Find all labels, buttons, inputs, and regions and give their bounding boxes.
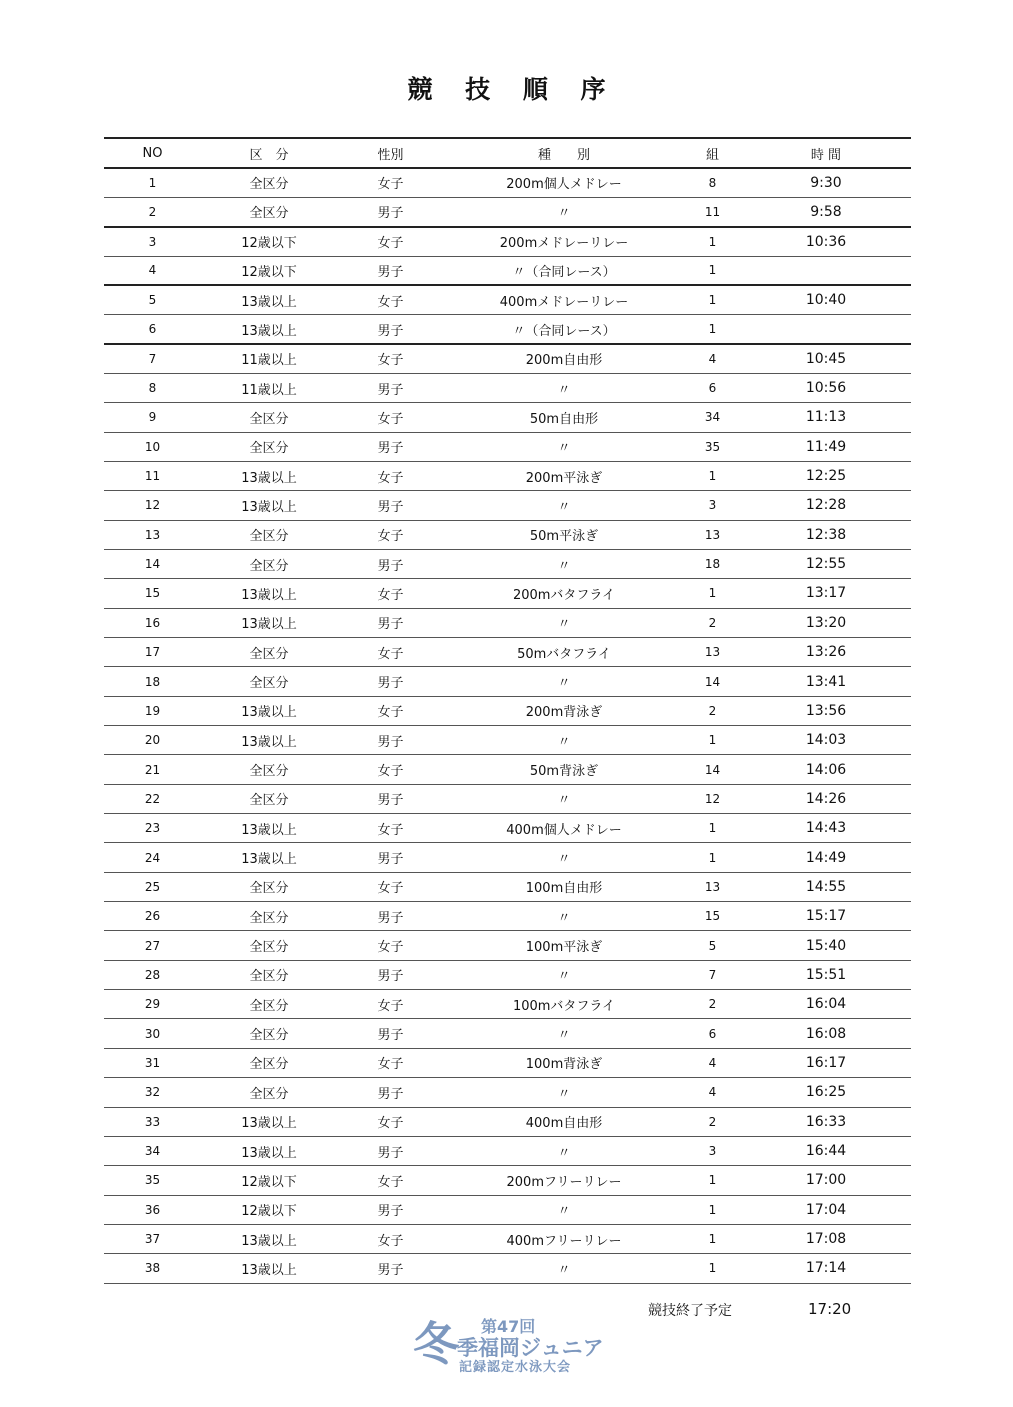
cell-division: 12歳以下 [241,1204,297,1220]
cell-sex: 女子 [377,705,404,721]
cell-groups: 13 [704,527,721,542]
cell-sex: 女子 [377,411,404,427]
cell-groups: 8 [708,175,717,190]
table-row [104,432,911,461]
cell-groups: 6 [708,1026,717,1041]
cell-division: 12歳以下 [241,236,297,252]
cell-time: 14:43 [805,820,847,837]
cell-sex: 男子 [377,499,404,515]
cell-sex: 女子 [377,353,404,369]
cell-division: 13歳以上 [241,470,297,486]
cell-groups: 1 [708,1232,717,1247]
cell-no: 19 [144,703,161,718]
cell-groups: 2 [708,1114,717,1129]
cell-time: 16:04 [805,996,847,1013]
cell-groups: 18 [704,557,721,572]
cell-time: 10:36 [805,233,847,250]
table-row [104,285,911,314]
cell-sex: 男子 [377,206,404,222]
cell-sex: 女子 [377,646,404,662]
table-row [104,168,911,197]
cell-no: 9 [148,410,157,425]
cell-sex: 男子 [377,558,404,574]
cell-groups: 1 [708,733,717,748]
cell-division: 全区分 [249,881,289,897]
table-row [104,608,911,637]
table-row [104,990,911,1019]
cell-no: 28 [144,967,161,982]
cell-no: 10 [144,439,161,454]
cell-event: 〃 [557,852,571,868]
cell-sex: 男子 [377,793,404,809]
table-row [104,491,911,520]
cell-event: 〃 [557,734,571,750]
cell-no: 1 [148,175,157,190]
cell-sex: 女子 [377,529,404,545]
end-time-label: 競技終了予定 [648,1303,732,1319]
table-header-row [104,138,911,168]
cell-event: 〃 [557,1145,571,1161]
cell-sex: 女子 [377,998,404,1014]
table-row [104,403,911,432]
cell-time: 12:38 [805,526,847,543]
cell-no: 8 [148,381,157,396]
cell-groups: 34 [704,410,721,425]
table-row [104,1019,911,1048]
cell-time: 16:25 [805,1084,847,1101]
cell-event: 50mバタフライ [517,646,611,662]
end-time-value: 17:20 [808,1300,852,1318]
cell-division: 全区分 [249,529,289,545]
cell-division: 13歳以上 [241,852,297,868]
table-row [104,1254,911,1283]
cell-no: 15 [144,586,161,601]
cell-time: 10:56 [805,380,847,397]
cell-division: 13歳以上 [241,822,297,838]
cell-event: 400m自由形 [525,1116,603,1132]
cell-sex: 男子 [377,264,404,280]
cell-groups: 1 [708,234,717,249]
table-row [104,1166,911,1195]
cell-division: 全区分 [249,764,289,780]
cell-division: 全区分 [249,969,289,985]
cell-event: 〃 [557,206,571,222]
cell-event: 〃 [557,558,571,574]
cell-division: 13歳以上 [241,323,297,339]
cell-division: 11歳以上 [241,353,297,369]
cell-event: 〃 [557,676,571,692]
cell-no: 12 [144,498,161,513]
cell-division: 全区分 [249,646,289,662]
cell-event: 200m自由形 [525,353,603,369]
cell-event: 400mメドレーリレー [499,294,629,310]
cell-sex: 男子 [377,441,404,457]
cell-sex: 男子 [377,1028,404,1044]
cell-no: 20 [144,733,161,748]
header-sex: 性別 [377,147,404,163]
cell-time: 13:26 [805,644,847,661]
cell-sex: 女子 [377,1116,404,1132]
cell-event: 100mバタフライ [512,998,616,1014]
cell-time: 14:55 [805,878,847,895]
table-row [104,784,911,813]
cell-no: 14 [144,557,161,572]
cell-no: 17 [144,645,161,660]
table-row [104,520,911,549]
tournament-logo [413,1317,613,1383]
header-time: 時 間 [810,147,842,163]
cell-sex: 男子 [377,1262,404,1278]
cell-sex: 女子 [377,470,404,486]
logo-edition: 第47回 [481,1317,536,1336]
cell-groups: 4 [708,351,717,366]
cell-groups: 1 [708,821,717,836]
cell-event: 〃 [557,617,571,633]
cell-division: 全区分 [249,1086,289,1102]
cell-sex: 女子 [377,1233,404,1249]
cell-time: 10:40 [805,292,847,309]
cell-groups: 2 [708,703,717,718]
cell-no: 34 [144,1144,161,1159]
cell-division: 全区分 [249,441,289,457]
cell-event: 50m自由形 [529,411,599,427]
cell-division: 全区分 [249,558,289,574]
cell-time: 11:49 [805,438,847,455]
cell-time: 16:08 [805,1025,847,1042]
cell-groups: 13 [704,879,721,894]
cell-no: 37 [144,1232,161,1247]
cell-groups: 14 [704,674,721,689]
table-row [104,1078,911,1107]
cell-sex: 男子 [377,1145,404,1161]
page-title: 競 技 順 序 [407,75,618,104]
cell-no: 35 [144,1173,161,1188]
cell-division: 全区分 [249,1057,289,1073]
logo-event-name: 季福岡ジュニア [457,1336,604,1360]
cell-time: 11:13 [805,409,847,426]
header-groups: 組 [705,147,719,163]
cell-no: 18 [144,674,161,689]
cell-time [741,256,911,285]
cell-no: 26 [144,909,161,924]
cell-division: 13歳以上 [241,734,297,750]
cell-event: 〃 [557,441,571,457]
table-body [104,168,911,1283]
cell-division: 13歳以上 [241,617,297,633]
cell-sex: 男子 [377,323,404,339]
cell-division: 12歳以下 [241,264,297,280]
table-row [104,814,911,843]
cell-groups: 15 [704,909,721,924]
cell-event: 400mフリーリレー [506,1233,622,1249]
table-row [104,373,911,402]
cell-time: 15:17 [805,908,847,925]
cell-groups: 1 [708,850,717,865]
cell-event: 〃（合同レース） [512,264,616,280]
table-row [104,1195,911,1224]
cell-groups: 1 [708,1261,717,1276]
cell-time: 13:41 [805,673,847,690]
table-row [104,667,911,696]
cell-sex: 女子 [377,881,404,897]
cell-division: 11歳以上 [241,382,297,398]
cell-groups: 35 [704,439,721,454]
cell-time: 12:28 [805,497,847,514]
cell-no: 7 [148,351,157,366]
cell-event: 〃 [557,1086,571,1102]
cell-no: 11 [144,469,161,484]
cell-groups: 4 [708,1085,717,1100]
header-no: NO [142,145,163,161]
cell-event: 200mメドレーリレー [499,236,629,252]
cell-time: 10:45 [805,350,847,367]
table-row [104,1136,911,1165]
cell-time: 14:49 [805,849,847,866]
cell-event: 400m個人メドレー [506,822,622,838]
cell-sex: 女子 [377,236,404,252]
cell-no: 3 [148,234,157,249]
table-row [104,579,911,608]
cell-time: 14:26 [805,790,847,807]
header-event: 種 別 [537,147,590,163]
cell-event: 200m平泳ぎ [525,470,603,486]
cell-groups: 6 [708,381,717,396]
cell-time: 17:14 [805,1260,847,1277]
cell-groups: 12 [704,791,721,806]
cell-no: 4 [148,263,157,278]
cell-groups: 1 [708,322,717,337]
cell-no: 13 [144,527,161,542]
cell-groups: 4 [708,1055,717,1070]
cell-division: 全区分 [249,940,289,956]
cell-sex: 男子 [377,1204,404,1220]
cell-no: 21 [144,762,161,777]
cell-groups: 5 [708,938,717,953]
cell-time: 17:04 [805,1201,847,1218]
cell-division: 全区分 [249,793,289,809]
cell-sex: 女子 [377,294,404,310]
cell-division: 13歳以上 [241,1262,297,1278]
table-row [104,931,911,960]
table-row [104,461,911,490]
table-row [104,960,911,989]
cell-event: 100m自由形 [525,881,603,897]
cell-division: 全区分 [249,910,289,926]
cell-time: 17:00 [805,1172,847,1189]
cell-time [741,315,911,344]
cell-division: 全区分 [249,1028,289,1044]
cell-sex: 男子 [377,734,404,750]
cell-groups: 1 [708,293,717,308]
cell-time: 12:25 [805,468,847,485]
cell-sex: 女子 [377,1057,404,1073]
cell-no: 24 [144,850,161,865]
cell-event: 〃 [557,1262,571,1278]
cell-event: 〃 [557,793,571,809]
cell-division: 13歳以上 [241,294,297,310]
cell-time: 14:06 [805,761,847,778]
cell-time: 16:33 [805,1113,847,1130]
cell-groups: 13 [704,645,721,660]
cell-time: 15:51 [805,966,847,983]
table-row [104,755,911,784]
logo-big-char: 冬 [413,1317,459,1371]
cell-sex: 女子 [377,587,404,603]
cell-event: 〃 [557,1028,571,1044]
table-row [104,1107,911,1136]
table-row [104,1048,911,1077]
table-row [104,315,911,344]
cell-event: 50m背泳ぎ [529,764,599,780]
cell-event: 100m背泳ぎ [525,1057,603,1073]
cell-event: 50m平泳ぎ [529,529,599,545]
cell-no: 38 [144,1261,161,1276]
cell-time: 13:20 [805,614,847,631]
cell-event: 〃 [557,969,571,985]
cell-event: 100m平泳ぎ [525,940,603,956]
cell-time: 9:58 [810,203,842,220]
cell-sex: 女子 [377,177,404,193]
cell-sex: 男子 [377,1086,404,1102]
table-row [104,902,911,931]
cell-no: 36 [144,1202,161,1217]
cell-time: 13:17 [805,585,847,602]
cell-groups: 1 [708,586,717,601]
cell-event: 〃 [557,499,571,515]
cell-time: 15:40 [805,937,847,954]
cell-division: 全区分 [249,206,289,222]
cell-division: 全区分 [249,411,289,427]
cell-sex: 男子 [377,676,404,692]
table-row [104,726,911,755]
cell-no: 22 [144,791,161,806]
cell-no: 27 [144,938,161,953]
cell-event: 〃 [557,1204,571,1220]
cell-time: 14:03 [805,732,847,749]
table-row [104,638,911,667]
cell-sex: 女子 [377,1174,404,1190]
cell-time: 9:30 [810,174,842,191]
cell-groups: 1 [708,263,717,278]
cell-sex: 男子 [377,617,404,633]
cell-no: 23 [144,821,161,836]
cell-time: 16:17 [805,1054,847,1071]
cell-time: 13:56 [805,702,847,719]
cell-groups: 3 [708,1144,717,1159]
table-row [104,843,911,872]
cell-sex: 男子 [377,910,404,926]
cell-no: 31 [144,1055,161,1070]
cell-sex: 女子 [377,940,404,956]
cell-no: 30 [144,1026,161,1041]
table-row [104,227,911,256]
cell-time: 16:44 [805,1143,847,1160]
cell-sex: 男子 [377,382,404,398]
cell-time: 17:08 [805,1231,847,1248]
table-row [104,344,911,373]
cell-sex: 男子 [377,852,404,868]
cell-no: 29 [144,997,161,1012]
cell-event: 200mフリーリレー [506,1174,622,1190]
cell-no: 32 [144,1085,161,1100]
cell-time: 12:55 [805,556,847,573]
cell-event: 200m背泳ぎ [525,705,603,721]
cell-event: 〃 [557,910,571,926]
cell-division: 13歳以上 [241,1116,297,1132]
cell-sex: 女子 [377,764,404,780]
cell-groups: 14 [704,762,721,777]
cell-event: 〃（合同レース） [512,323,616,339]
cell-division: 13歳以上 [241,705,297,721]
table-row [104,549,911,578]
cell-no: 6 [148,322,157,337]
logo-event-subtitle: 記録認定水泳大会 [459,1360,572,1375]
cell-groups: 2 [708,615,717,630]
cell-division: 全区分 [249,676,289,692]
cell-groups: 1 [708,1173,717,1188]
cell-division: 全区分 [249,177,289,193]
cell-groups: 7 [708,967,717,982]
cell-event: 〃 [557,382,571,398]
table-row [104,1224,911,1253]
cell-no: 5 [148,293,157,308]
cell-no: 2 [148,204,157,219]
cell-division: 13歳以上 [241,1233,297,1249]
table-row [104,872,911,901]
cell-groups: 1 [708,1202,717,1217]
cell-division: 13歳以上 [241,587,297,603]
cell-groups: 11 [704,204,721,219]
header-division: 区 分 [249,147,289,163]
cell-groups: 3 [708,498,717,513]
cell-division: 13歳以上 [241,499,297,515]
cell-event: 200mバタフライ [512,587,616,603]
cell-sex: 女子 [377,822,404,838]
cell-division: 12歳以下 [241,1174,297,1190]
cell-event: 200m個人メドレー [506,177,622,193]
cell-no: 25 [144,879,161,894]
table-row [104,696,911,725]
cell-no: 33 [144,1114,161,1129]
table-row [104,197,911,226]
cell-sex: 男子 [377,969,404,985]
cell-division: 全区分 [249,998,289,1014]
table-row [104,256,911,285]
cell-no: 16 [144,615,161,630]
cell-groups: 2 [708,997,717,1012]
competition-order-table [104,137,911,1284]
cell-division: 13歳以上 [241,1145,297,1161]
cell-groups: 1 [708,469,717,484]
